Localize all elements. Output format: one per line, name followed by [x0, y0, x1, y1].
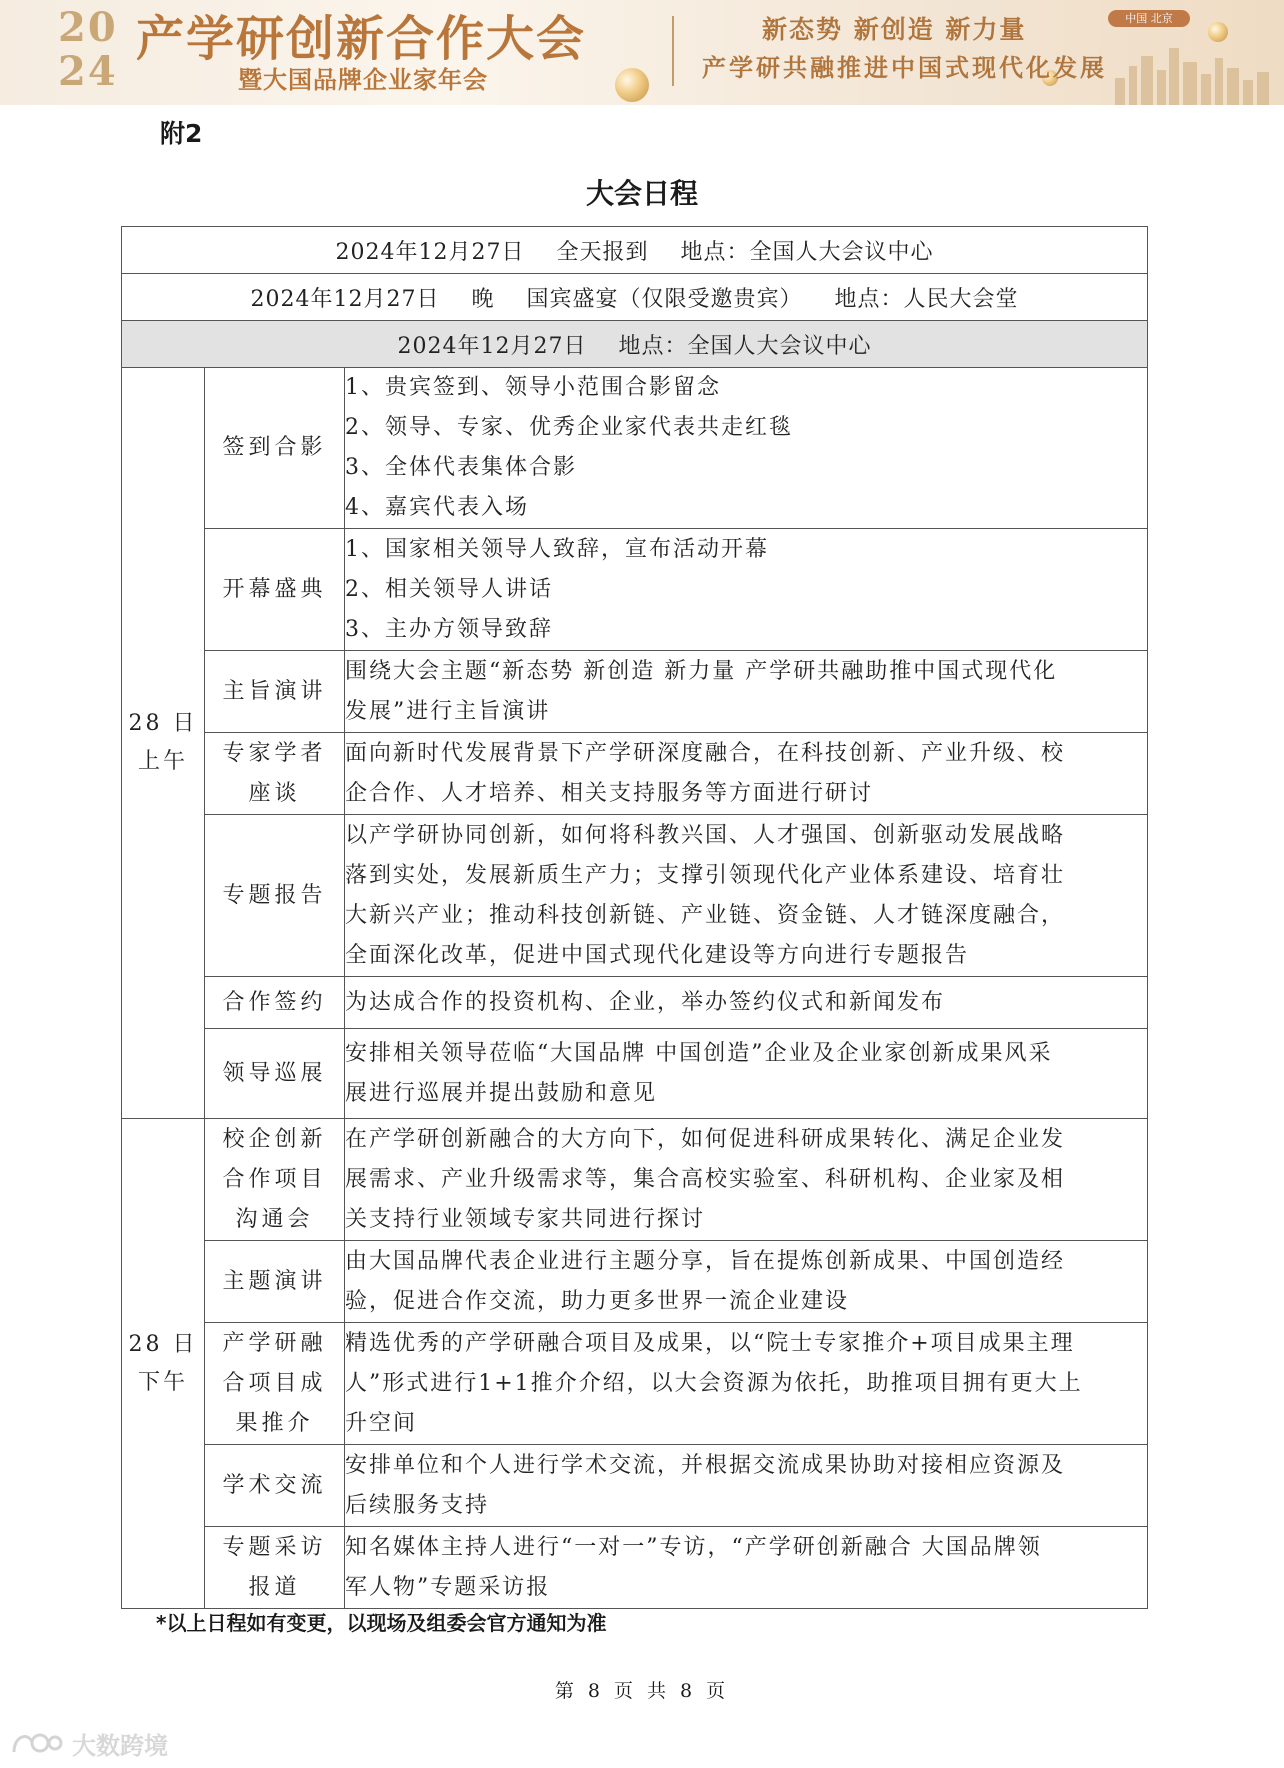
session-content: 1、国家相关领导人致辞，宣布活动开幕 2、相关领导人讲话 3、主办方领导致辞 [345, 529, 1148, 651]
session-name: 校企创新 合作项目 沟通会 [205, 1119, 345, 1241]
banner-subtitle: 暨大国品牌企业家年会 [238, 65, 488, 94]
watermark [10, 1726, 168, 1760]
schedule-table [121, 226, 1148, 1609]
table-row [122, 1527, 1148, 1609]
period-cell-afternoon [122, 1119, 205, 1609]
table-row [122, 815, 1148, 977]
period-day: 28 日 [128, 711, 198, 736]
period-cell-morning [122, 368, 205, 1119]
session-name: 开幕盛典 [205, 529, 345, 651]
banner-slogan-line1: 新态势 新创造 新力量 [762, 15, 1027, 44]
table-row [122, 1445, 1148, 1527]
banner-year: 20 24 [58, 4, 118, 95]
session-name: 产学研融 合项目成 果推介 [205, 1323, 345, 1445]
banquet-info: 2024年12月27日 晚 国宾盛宴（仅限受邀贵宾） 地点：人民大会堂 [122, 274, 1148, 321]
table-row [122, 1029, 1148, 1119]
schedule-header-row [122, 321, 1148, 368]
schedule-change-note: *以上日程如有变更，以现场及组委会官方通知为准 [156, 1611, 607, 1635]
session-name: 签到合影 [205, 368, 345, 529]
session-content: 安排相关领导莅临“大国品牌 中国创造”企业及企业家创新成果风采 展进行巡展并提出鼓励和意见 [345, 1029, 1148, 1119]
period-time: 下午 [137, 1369, 188, 1395]
session-content: 围绕大会主题“新态势 新创造 新力量 产学研共融助推中国式现代化 发展”进行主旨演讲 [345, 651, 1148, 733]
session-name: 学术交流 [205, 1445, 345, 1527]
annex-label: 附2 [160, 119, 203, 148]
schedule-header-row [122, 274, 1148, 321]
session-content: 知名媒体主持人进行“一对一”专访，“产学研创新融合 大国品牌领 军人物”专题采访报 [345, 1527, 1148, 1609]
table-row [122, 733, 1148, 815]
session-content: 精选优秀的产学研融合项目及成果，以“院士专家推介+项目成果主理 人”形式进行1+1推介介绍，以大会资源为依托，助推项目拥有更大上 升空间 [345, 1323, 1148, 1445]
city-skyline-icon [1105, 38, 1275, 105]
dashuju-logo-icon [10, 1728, 64, 1758]
banner-slogan-line2: 产学研共融推进中国式现代化发展 [702, 54, 1107, 82]
banner-divider [672, 16, 674, 86]
session-content: 为达成合作的投资机构、企业，举办签约仪式和新闻发布 [345, 977, 1148, 1029]
table-row [122, 651, 1148, 733]
session-name: 专题采访 报道 [205, 1527, 345, 1609]
banner-title: 产学研创新合作大会 [136, 11, 587, 67]
session-name: 专题报告 [205, 815, 345, 977]
session-content: 以产学研协同创新，如何将科教兴国、人才强国、创新驱动发展战略 落到实处，发展新质生产力；支撑引领现代化产业体系建设、培育壮 大新兴产业；推动科技创新链、产业链、资金链、人才链深度融合， 全面深化改革，促进中国式现代化建设等方向进行专题报告 [345, 815, 1148, 977]
table-row [122, 1241, 1148, 1323]
session-name: 主旨演讲 [205, 651, 345, 733]
session-content: 面向新时代发展背景下产学研深度融合，在科技创新、产业升级、校 企合作、人才培养、相关支持服务等方面进行研讨 [345, 733, 1148, 815]
registration-info: 2024年12月27日 全天报到 地点：全国人大会议中心 [122, 227, 1148, 274]
table-row [122, 977, 1148, 1029]
schedule-header-row [122, 227, 1148, 274]
page-number: 第 8 页 共 8 页 [554, 1680, 730, 1702]
gold-orb-decoration [615, 68, 649, 102]
session-name: 领导巡展 [205, 1029, 345, 1119]
table-row [122, 368, 1148, 529]
header-banner [0, 0, 1284, 105]
session-name: 主题演讲 [205, 1241, 345, 1323]
table-row [122, 529, 1148, 651]
session-content: 由大国品牌代表企业进行主题分享，旨在提炼创新成果、中国创造经 验，促进合作交流，助力更多世界一流企业建设 [345, 1241, 1148, 1323]
session-content: 1、贵宾签到、领导小范围合影留念 2、领导、专家、优秀企业家代表共走红毯 3、全体代表集体合影 4、嘉宾代表入场 [345, 368, 1148, 529]
watermark-text: 大数跨境 [72, 1731, 168, 1760]
session-name: 专家学者 座谈 [205, 733, 345, 815]
table-row [122, 1323, 1148, 1445]
session-content: 在产学研创新融合的大方向下，如何促进科研成果转化、满足企业发 展需求、产业升级需求等，集合高校实验室、科研机构、企业家及相 关支持行业领域专家共同进行探讨 [345, 1119, 1148, 1241]
page-title: 大会日程 [585, 177, 698, 210]
period-time: 上午 [137, 749, 188, 774]
session-name: 合作签约 [205, 977, 345, 1029]
table-row [122, 1119, 1148, 1241]
period-day: 28 日 [128, 1331, 198, 1357]
location-badge: 中国 北京 [1108, 10, 1190, 27]
session-content: 安排单位和个人进行学术交流，并根据交流成果协助对接相应资源及 后续服务支持 [345, 1445, 1148, 1527]
main-day-info: 2024年12月27日 地点：全国人大会议中心 [122, 321, 1148, 368]
